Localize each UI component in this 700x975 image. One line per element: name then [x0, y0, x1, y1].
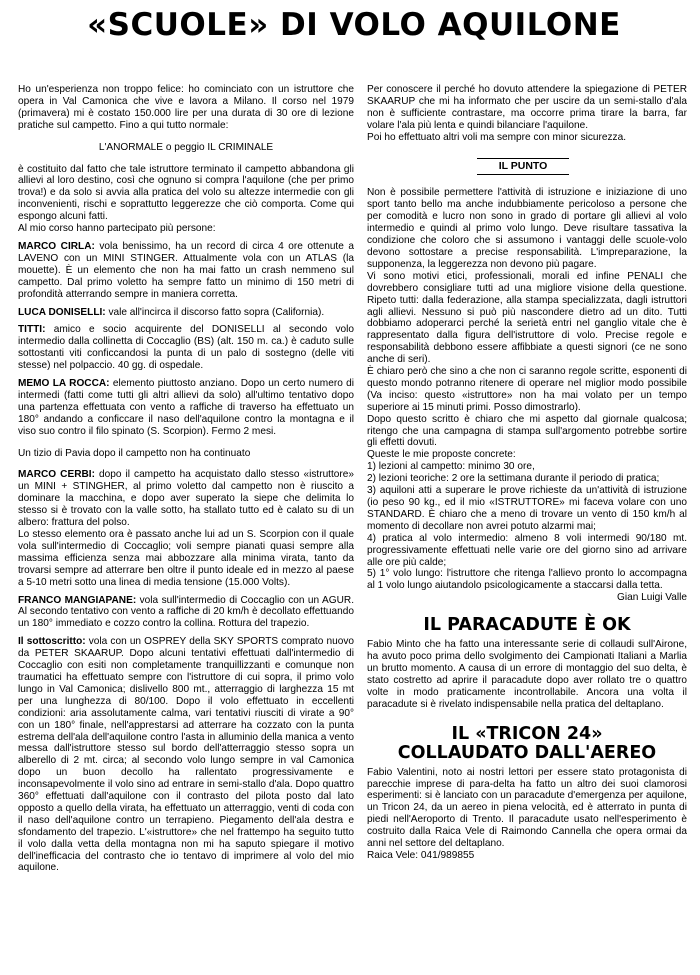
paragraph-punto-2: Vi sono motivi etici, professionali, morali ed infine PENALI che dovrebbero consigliare tutti ad una migliore visione della questione. Ripeto tutti: dalla federazione, alla stampa specializzata, dagli istruttori agli allievi. Nessuno si può più nascondere dietro ad un dito. Tutti dobbiamo adoperarci perché la serietà entri nel ganglio vitale che è rappresentato dalla figura dell'istruttore di volo. Precise regole e responsabilità debbono essere affibbiate a questi signori (ce ne sono anche di seri).	[367, 270, 687, 366]
section-title-il-punto: IL PUNTO	[477, 158, 569, 176]
subheading-anormale: L'ANORMALE o peggio IL CRIMINALE	[98, 141, 274, 153]
paragraph-tricon: Fabio Valentini, noto ai nostri lettori per essere stato protagonista di parecchie imprese di para-delta ha fatto un altro dei suoi clamorosi esperimenti: si è lanciato con un paracadute d'emergenza per aquilone, un Tricon 24, da un aereo in piena velocità, ed è atterrato in punta di piedi nell'Aeroporto di Trento. Il paracadute usato nell'esperimento è costruito dalla Raica Vele di Raimondo Cannella che opera ormai da anni nel settore del deltaplano.	[367, 766, 687, 850]
proposal-item: 4) pratica al volo intermedio: almeno 8 voli intermedi 90/180 mt. progressivamente effettuati nelle varie ore del giorno sino ad arrivare alle ore più calde;	[367, 532, 687, 568]
proposal-item: 1) lezioni al campetto: minimo 30 ore,	[367, 461, 535, 473]
entry-cirla	[18, 241, 354, 301]
headline-tricon	[367, 725, 687, 763]
headline: «SCUOLE» DI VOLO AQUILONE	[87, 7, 621, 43]
entry-doniselli	[18, 307, 354, 319]
proposal-item: 5) 1° volo lungo: l'istruttore che ritenga l'allievo pronto lo accompagna al 1 volo lungo aiutandolo psicologicamente a staccarsi dalla tetta.	[367, 568, 687, 592]
author-signature: Gian Luigi Valle	[617, 592, 687, 604]
text-cerbi: dopo il campetto ha acquistato dallo stesso «istruttore» un MINI + STINGHER, al primo voletto dal campetto non è riuscito a dominare la macchina, e dopo aver superato la siepe che delimita lo stesso si è trovato con la valle sotto, ha stallato tutto ed è calato su di un albero: frattura del polso.	[18, 469, 354, 529]
paragraph-participants: Al mio corso hanno partecipato più persone:	[18, 223, 216, 235]
text-titti: amico e socio acquirente del DONISELLI al secondo volo intermedio dalla collinetta di Coccaglio (BS) (alt. 150 m. ca.) è caduto sulle sottostanti viti conficcandosi la punta di un palo di sostegno (delle viti stesse) nel polpaccio. 40 gg. di ospedale.	[18, 324, 354, 372]
entry-sottoscritto	[18, 636, 354, 874]
contact-raica-vele: Raica Vele: 041/989855	[367, 849, 475, 861]
paragraph-skaarup: Per conoscere il perché ho dovuto attendere la spiegazione di PETER SKAARUP che mi ha informato che per uscire da un semi-stallo d'ala non è sufficiente contrastare, ma occorre prima tirare la barra, far volare l'ala più lenta e quindi bilanciare l'aquilone.	[367, 84, 687, 131]
paragraph-other-flights: Poi ho effettuato altri voli ma sempre con minor sicurezza.	[367, 131, 627, 143]
text-cirla: vola benissimo, ha un record di circa 4 ore ottenute a LAVENO con un MINI STINGER. Attualmente vola con un ATLAS (la mouette). È un elemento che non ha mai fatto un crash nemmeno sul campetto. Dal primo voletto ha sempre fatto un minimo di 150 metri di profondità atterrando sempre in maniera corretta.	[18, 240, 354, 300]
left-column	[18, 84, 354, 874]
paragraph-abandon: è costituito dal fatto che tale istruttore terminato il campetto abbandona gli allievi al loro destino, così che ognuno si compra l'aquilone (che per primo trova!) e da solo si avvia alla pratica del volo su altezze intermedie con gli inconvenienti, rischi e soprattutto leggerezze che ciò comporta. Come qui espongo alcuni fatti.	[18, 163, 354, 223]
headline-tricon-line2: COLLAUDATO DALL'AEREO	[397, 742, 657, 763]
entry-memo	[18, 378, 354, 438]
intro-paragraph: Ho un'esperienza non troppo felice: ho cominciato con un istruttore che opera in Val Camonica che vive e lavora a Milano. Il corso nel 1979 (primavera) mi è costato 150.000 lire per una durata di 30 ore di lezione pratiche sul campetto. Fino a qui tutto normale:	[18, 84, 354, 131]
name-cirla: MARCO CIRLA:	[18, 240, 95, 252]
entry-franco	[18, 595, 354, 631]
entry-cerbi-continued: Lo stesso elemento ora è passato anche lui ad un S. Scorpion con il quale vola sull'intermedio di Coccaglio; voli sempre pianati quasi sempre alla massima efficienza senza mai abbozzare alla minima virata, tanto da trovarsi sempre ad atterrare ben oltre il punto ideale ed in mezzo al paese a 5-10 metri sotto una linea di media tensione (15.000 Volts).	[18, 529, 354, 588]
paragraph-punto-3: È chiaro però che sino a che non ci saranno regole scritte, esponenti di questo mondo potranno ritenere di operare nel miglior modo possibile (Va inciso: questo «istruttore» non ha mai volato per un tempo superiore ai 15 minuti primi. Posso dimostrarlo).	[367, 366, 687, 413]
text-memo: elemento piuttosto anziano. Dopo un certo numero di intermedi (fatti come tutti gli altri allievi da solo) all'ultimo tentativo dopo una partenza effettuata con vento a raffiche di traverso ha effettuato un 180° andando a conficcare il naso dell'aquilone contro la montagna e il viso suo contro il filo spinato (S. Scorpion). Fermo 2 mesi.	[18, 378, 355, 437]
headline-paracadute: IL PARACADUTE È OK	[423, 615, 631, 636]
paragraph-punto-4: Dopo questo scritto è chiaro che mi aspetto dal giornale qualcosa; ritengo che una campagna di stampa sull'argomento potrebbe sortire gli effetti dovuti.	[367, 413, 687, 449]
text-doniselli: vale all'incirca il discorso fatto sopra (California).	[105, 306, 325, 318]
name-franco: FRANCO MANGIAPANE:	[18, 594, 137, 606]
headline-tricon-line1: IL «TRICON 24»	[451, 723, 603, 744]
entry-titti	[18, 324, 354, 372]
proposal-item: 3) aquiloni atti a superare le prove richieste da un'attività di istruzione (io peso 90 kg., ed il mio «ISTRUTTORE» mi faceva volare con uno STANDARD. È chiaro che a meno di trovare un vento di 150 km/h al momento di decollare non avrei potuto alzarmi mai;	[367, 485, 687, 532]
name-doniselli: LUCA DONISELLI:	[18, 306, 106, 318]
paragraph-proposals: Queste le mie proposte concrete:	[367, 449, 516, 461]
right-column	[367, 84, 687, 862]
paragraph-pavia: Un tizio di Pavia dopo il campetto non ha continuato	[18, 447, 251, 459]
text-sottoscritto: vola con un OSPREY della SKY SPORTS comprato nuovo da PETER SKAARUP. Dopo alcuni tentativi effettuati dall'intermedio di Coccaglio con esiti non completamente tranquillizzanti e comunque non traumatici ha effettuato sempre con l'istruttore di cui sopra, il primo volo lungo in Val Camonica; dislivello 800 mt., atterraggio di larghezza 15 mt per una lunghezza di 80/100. Dopo il volo effettuato in eccellenti condizioni: aria assolutamente calma, vari tentativi riusciti di virate a 90° con un 180° finale, nell'apprestarsi ad atterrare ha cozzato con la punta estrema dell'ala dell'aquilone contro l'asta in alluminio della manica a vento messa dall'istruttore stesso sul bordo dell'atterraggio stesso sopra un alberello di 2 mt. circa; al secondo volo lungo sempre in val Camonica dopo un buon decollo ha rallentato progressivamente e inconsapevolmente il volo sino ad entrare in semi-stallo d'ala. Dopo quattro 360° effettuati dall'aquilone con il contrasto del pilota posto dal lato opposto a quello della virata, ha effettuato un atterraggio, venti di coda con il naso dell'aquilone contro un terrapieno. Piegamento dell'ala destra e sfondamento del trapezio. L'«istruttore» che nel frattempo ha seguito tutto il volo dalla vetta della montagna non mi ha saputo spiegare il motivo dell'inefficacia del contrasto che io tentavo di imprimere al volo del mio aquilone.	[18, 636, 354, 874]
name-cerbi: MARCO CERBI:	[18, 469, 95, 481]
name-titti: TITTI:	[18, 324, 46, 336]
name-memo: MEMO LA ROCCA:	[18, 378, 110, 390]
proposal-item: 2) lezioni teoriche: 2 ore la settimana durante il periodo di pratica;	[367, 473, 660, 485]
text-franco: vola sull'intermedio di Coccaglio con un AGUR. Al secondo tentativo con vento a raffiche di 20 km/h è decollato effettuando un 180° immediato e cozzo contro la collina. Rottura del trapezio.	[18, 594, 355, 630]
name-sottoscritto: Il sottoscritto:	[18, 636, 86, 648]
entry-cerbi	[18, 469, 354, 529]
paragraph-punto-1: Non è possibile permettere l'attività di istruzione e iniziazione di uno sport tanto bello ma anche indubbiamente pericoloso a persone che per comodità e lucro non sono in grado di portare gli allievi al volo intermedio e quindi al primo volo lungo. Deve risultare tassativa la condizione che coloro che si assumono i vantaggi delle scuole-volo devono sottostare a precise responsabilità. L'impreparazione, la supponenza, la leggerezza non devono più pagare.	[367, 187, 687, 270]
paragraph-paracadute: Fabio Minto che ha fatto una interessante serie di collaudi sull'Airone, ha avuto poco prima dello svolgimento dei Campionati Italiani a Marlia un brutto momento. A causa di un errore di montaggio del suo delta, è stato costretto ad aprire il paracadute dopo aver rollato tre o quattro volte in modo praticamente incontrollabile. Ancora una volta il paracadute si è rivelato indispensabile nella pratica del deltaplano.	[367, 639, 687, 710]
